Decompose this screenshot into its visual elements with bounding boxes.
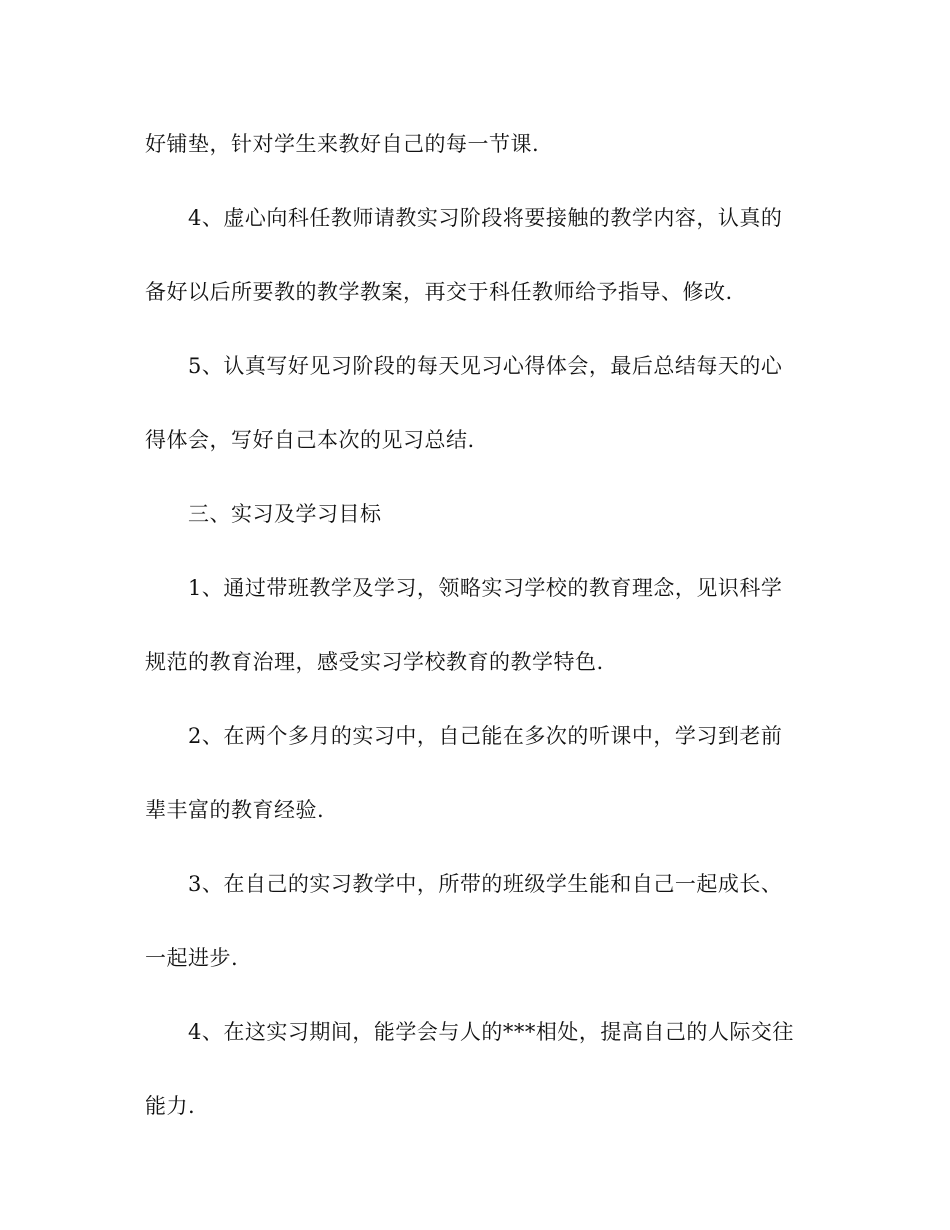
- section-heading: 三、实习及学习目标: [188, 502, 382, 526]
- paragraph-line: 2、在两个多月的实习中，自己能在多次的听课中，学习到老前: [188, 724, 783, 748]
- paragraph-line: 一起进步.: [145, 946, 239, 970]
- paragraph-line: 1、通过带班教学及学习，领略实习学校的教育理念，见识科学: [188, 576, 783, 600]
- paragraph-line: 4、在这实习期间，能学会与人的***相处，提高自己的人际交往: [188, 1020, 794, 1044]
- paragraph-line: 辈丰富的教育经验.: [145, 798, 325, 822]
- paragraph-line: 能力.: [145, 1094, 196, 1118]
- paragraph-line: 3、在自己的实习教学中，所带的班级学生能和自己一起成长、: [188, 872, 783, 896]
- paragraph-line: 备好以后所要教的教学教案，再交于科任教师给予指导、修改.: [145, 280, 733, 304]
- paragraph-line: 4、虚心向科任教师请教实习阶段将要接触的教学内容，认真的: [188, 206, 783, 230]
- paragraph-line: 5、认真写好见习阶段的每天见习心得体会，最后总结每天的心: [188, 354, 783, 378]
- paragraph-line: 得体会，写好自己本次的见习总结.: [145, 428, 475, 452]
- paragraph-line: 好铺垫，针对学生来教好自己的每一节课.: [145, 132, 540, 156]
- paragraph-line: 规范的教育治理，感受实习学校教育的教学特色.: [145, 650, 604, 674]
